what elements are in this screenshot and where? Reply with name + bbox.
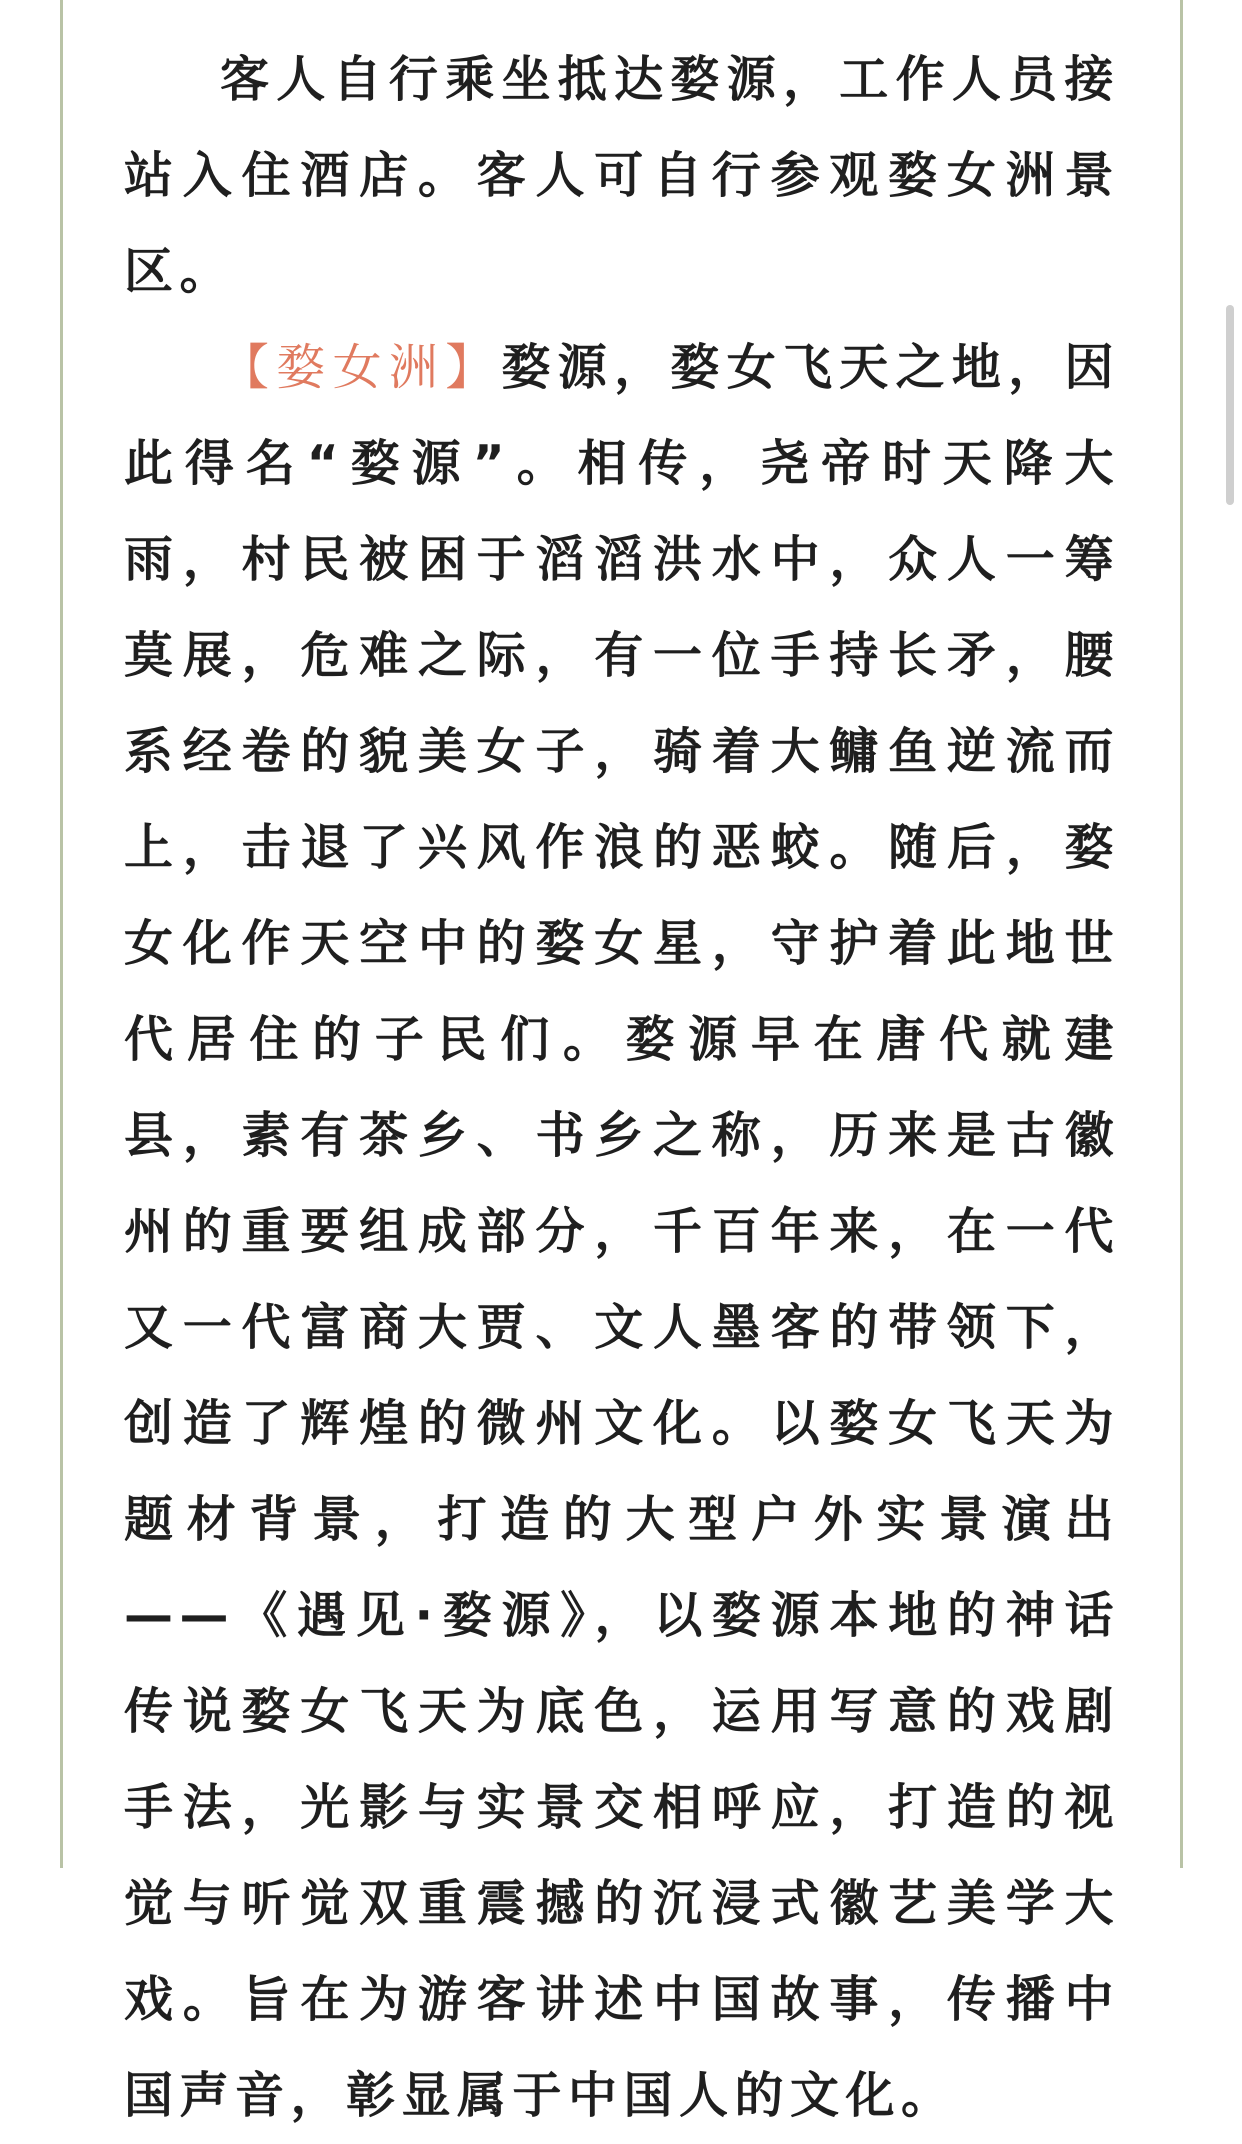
paragraph-wunvzhou <box>124 320 1120 2144</box>
left-frame-line <box>60 0 63 1868</box>
right-frame-line <box>1180 0 1183 1868</box>
article-body <box>124 32 1120 2144</box>
paragraph-arrival: 客人自行乘坐抵达婺源，工作人员接站入住酒店。客人可自行参观婺女洲景区。 <box>124 51 1120 300</box>
paragraph-wunvzhou-text: 婺源，婺女飞天之地，因此得名“婺源”。相传，尧帝时天降大雨，村民被困于滔滔洪水中，众人一筹莫展，危难之际，有一位手持长矛，腰系经卷的貌美女子，骑着大鳙鱼逆流而上，击退了兴风作浪的恶蛟。随后，婺女化作天空中的婺女星，守护着此地世代居住的子民们。婺源早在唐代就建县，素有茶乡、书乡之称，历来是古徽州的重要组成部分，千百年来，在一代又一代富商大贾、文人墨客的带领下，创造了辉煌的微州文化。以婺女飞天为题材背景，打造的大型户外实景演出——《遇见·婺源》，以婺源本地的神话传说婺女飞天为底色，运用写意的戏剧手法，光影与实景交相呼应，打造的视觉与听觉双重震撼的沉浸式徽艺美学大戏。旨在为游客讲述中国故事，传播中国声音，彰显属于中国人的文化。 <box>124 339 1120 2124</box>
section-heading-wunvzhou: 【婺女洲】 <box>220 339 502 396</box>
scrollbar-thumb[interactable] <box>1226 305 1234 505</box>
